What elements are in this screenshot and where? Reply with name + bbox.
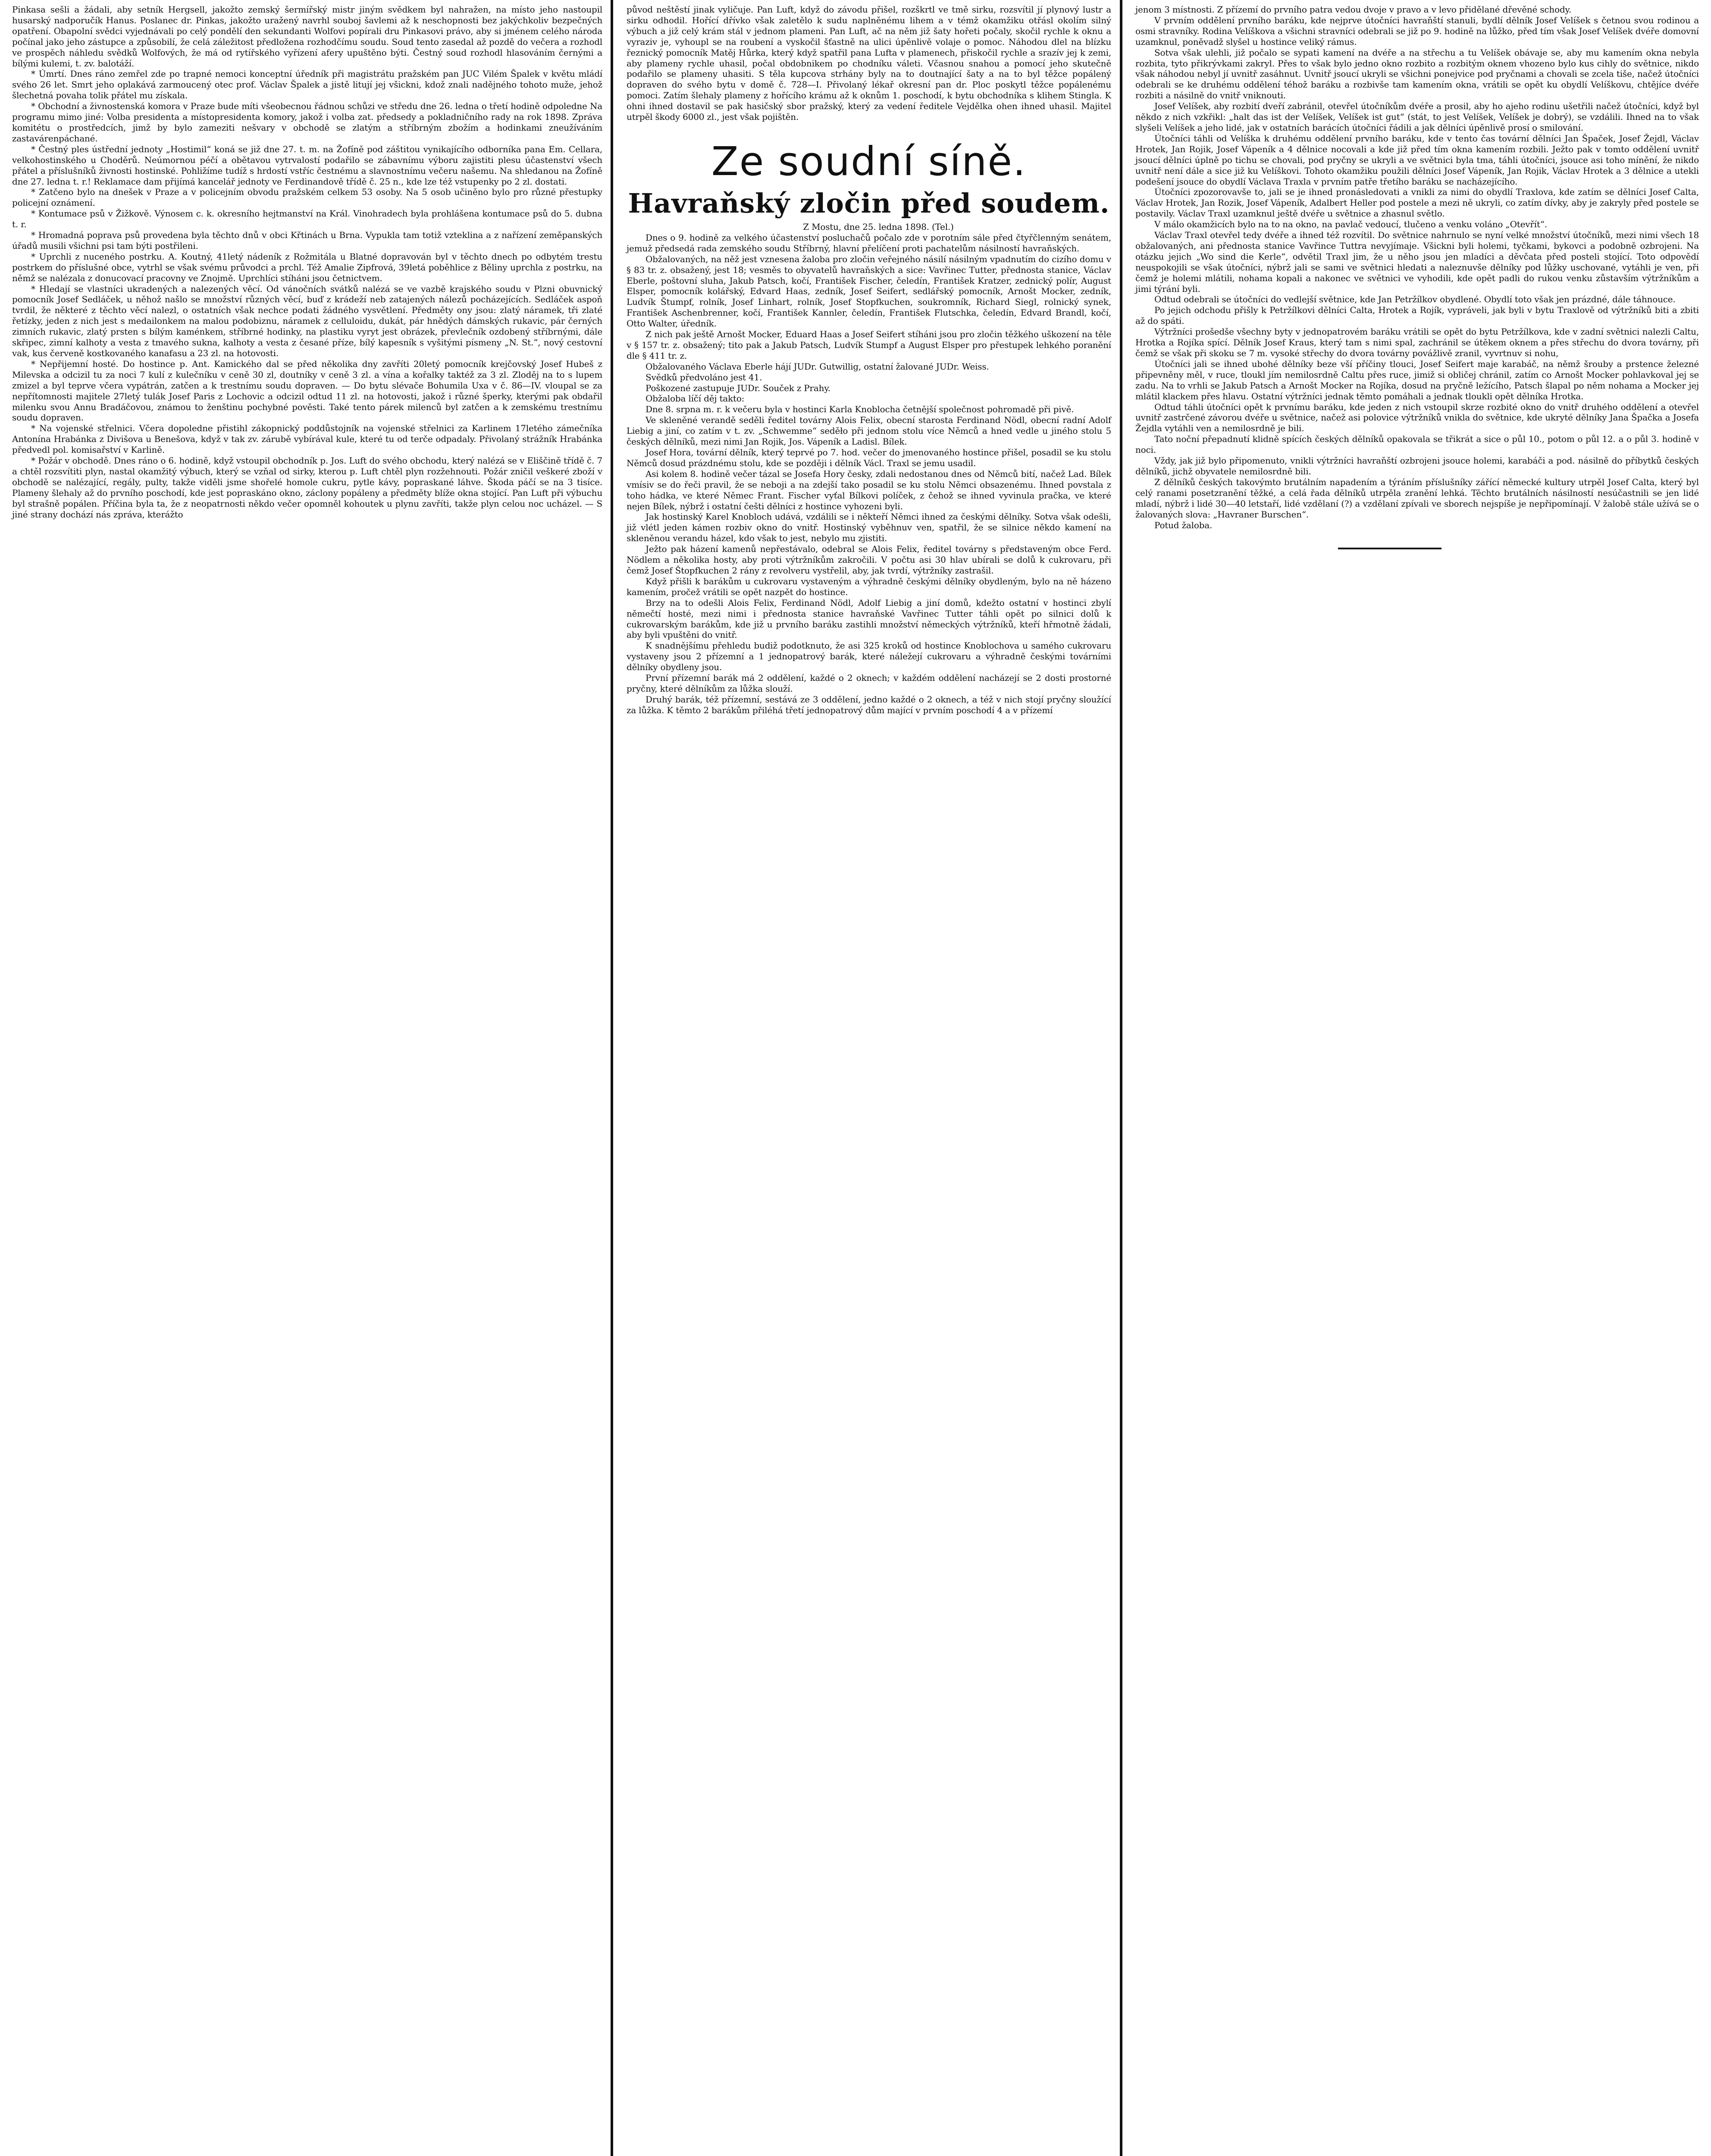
article-paragraph: Z nich pak ještě Arnošt Mocker, Eduard Haas a Josef Seifert stíháni jsou pro zločin těžkého uškození na těle v § 157 tr. z. obsažený; tito pak a Jakub Patsch, Ludvík Stumpf a August Elsper pro přestupek lehkého poranění dle § 411 tr. z. bbox=[627, 329, 1111, 361]
article-paragraph: Ve skleněné verandě seděli ředitel továrny Alois Felix, obecní starosta Ferdinand Nödl, obecní radní Adolf Liebig a jiní, co zatím v t. zv. „Schwemme“ seděło při jednom stolu více Němců a hned vedle u jiného stolu 5 českých dělníků, mezi nimi Jan Rojik, Jos. Vápeník a Ladisl. Bílek. bbox=[627, 415, 1111, 447]
article-paragraph: Potud žaloba. bbox=[1154, 520, 1213, 530]
article-paragraph: Josef Hora, tovární dělník, který teprvé po 7. hod. večer do jmenovaného hostince přišel, posadil se ku stolu Němců dosud prázdnému stolu, kde se později i dělník Václ. Traxl se jemu usadil. bbox=[627, 447, 1111, 468]
article-paragraph: Svědků předvoláno jest 41. bbox=[646, 372, 762, 382]
article-paragraph: Výtržníci prošedše všechny byty v jednopatrovém baráku vrátili se opět do bytu Petržílkova, kde v zadní světnici nalezli Caltu, Hrotka a Rojíka spící. Dělník Josef Kraus, který tam s nimi spal, zachránil se útěkem oknem a přes střechu do dvora továrny, při čemž se však při skoku se 7 m. vysoké střechy do dvora továrny povážlivě zranil, vyvrtnuv si nohu, bbox=[1135, 326, 1699, 358]
article-paragraph: V málo okamžicích bylo na to na okno, na pavlač vedoucí, tlučeno a venku voláno „Otevřít“. bbox=[1154, 219, 1547, 230]
fire-report-continuation bbox=[627, 4, 1111, 122]
article-paragraph: Útočníci jali se ihned ubohé dělníky beze vší příčiny tlouci, Josef Seifert maje karabáč, na němž šrouby a prstence železné připevněny měl, v ruce, tloukl jím nemilosrdně Caltu přes ruce, jimiž si obličej chránil, zatím co Arnošt Mocker pohlavkoval jej se zadu. Na to vrhli se Jakub Patsch a Arnošt Mocker na Rojíka, dosud na pryčně ležícího, Patsch šlapal po něm nohama a Mocker jej mlátil klackem přes hlavu. Ostatní výtržníci jednak těmto pomáhali a jednak tloukli opět dělníka Hrotka. bbox=[1135, 358, 1699, 401]
article-paragraph: Když přišli k barákům u cukrovaru vystaveným a výhradně českými dělníky obydleným, bylo na ně házeno kamením, pročež vrátili se opět nazpět do hostince. bbox=[627, 576, 1111, 597]
article-paragraph: Poškozené zastupuje JUDr. Souček z Prahy. bbox=[646, 382, 830, 393]
article-paragraph: V prvním oddělení prvního baráku, kde nejprve útočníci havraňští stanuli, bydlí dělník Josef Velíšek s četnou svou rodinou a osmi stravníky. Rodina Velíškova a všichni stravníci odebrali se již po 9. hodině na lůžko, před tím však Josef Velíšek dvéře domovní uzamknul, poněvadž slyšel u hostince veliký rámus. bbox=[1135, 15, 1699, 47]
article-paragraph: * Čestný ples ústřední jednoty „Hostimil“ koná se již dne 27. t. m. na Žofíně pod záštitou vynikajícího odborníka pana Em. Cellara, velkohostinského u Choděrů. Neúmornou péčí a obětavou vytrvalostí podařilo se zábavnímu výboru zajistiti plesu účastenství všech přátel a příslušníků živnosti hostinské. Pohližíme tudíž s hrdostí vstříc čestnému a slavnostnímu večeru našemu. Na shledanou na Žofíně dne 27. ledna t. r.! Reklamace dam přijímá kancelář jednoty ve Ferdinandově třídě č. 25 n., kde lze též vstupenky po 2 zl. dostati. bbox=[12, 144, 602, 187]
article-paragraph: Václav Traxl otevřel tedy dvéře a ihned též rozvítil. Do světnice nahrnulo se nyní velké množství útočníků, mezi nimi všech 18 obžalovaných, ani přednosta stanice Vavřince Tuttra nevyjímaje. Všickni byli holemi, tyčkami, bykovci a podobně ozbrojeni. Na otázku jejich „Wo sind die Kerle“, odvětil Traxl jim, že u něho jsou jen mladíci a děvčata před posteli stojící. Toto odpovědí neuspokojili se však útočníci, nýbrž jali se sami ve světnici hledati a naleznuvše dělníky pod lůžky uschované, vytáhli je ven, při čemž je holemi mlátili, nohama kopali a nakonec ve světnici ve vyhodili, kde opět padli do rukou venku zůstavším výtržníkům a jimi týrání byli. bbox=[1135, 230, 1699, 294]
article-paragraph: Pinkasa sešli a žádali, aby setník Hergsell, jakožto zemský šermířský mistr jiným svědkem byl nahražen, na místo jeho nastoupil husarský nadporučík Hanus. Poslanec dr. Pinkas, jakožto uražený navrhl souboj šavlemi až k neschopnosti bez jakýchkoliv bezpečných opatření. Obapolní svědci vyjednávali po celý pondělí den sekundanti Wolfovi popírali dru Pinkasovi právo, aby si jménem celého národa počínal jako jeho zástupce a způsobilí, že celá záležitost předložena rozhodčímu soudu. Soud tento zasedal až pozdě do večera a rozhodl ve prospěch náhledu svědků Wolfových, že má od rytířského vyřízení afery upuštěno býti. Čestný soud rozhodl hlasováním černými a bílými kulemi, t. zv. balotáží. bbox=[12, 4, 602, 69]
article-paragraph: Druhý barák, též přízemní, sestává ze 3 oddělení, jedno každé o 2 oknech, a též v nich stojí pryčny sloužící za lůžka. K těmto 2 barákům přiléhá třetí jednopatrový dům mající v prvním poschodí 4 a v přízemí bbox=[627, 694, 1111, 715]
article-paragraph: Odtud táhli útočníci opět k prvnímu baráku, kde jeden z nich vstoupil skrze rozbité okno do vnitř druhého oddělení a otevřel uvnitř zastrčené závorou dvéře u světnice, načež asi polovice výtržníků vnikla do světnice, kde ukryté dělníky Jana Špačka a Josefa Žejdla vytáhli ven a nemilosrdně je bili. bbox=[1135, 401, 1699, 434]
column-middle bbox=[614, 0, 1123, 2156]
article-paragraph: * Na vojenské střelnici. Včera dopoledne přistihl zákopnický poddůstojník na vojenské střelnici za Karlinem 17letého zámečníka Antonína Hrabánka z Divišova u Benešova, když v tak zv. zárubě vybírával kule, které tu od terče odpadaly. Přivolaný strážník Hrabánka předvedl pol. komisařství v Karlině. bbox=[12, 423, 602, 455]
article-paragraph: Obžaloba líčí děj takto: bbox=[646, 393, 745, 404]
court-report-continuation bbox=[1135, 4, 1699, 530]
article-paragraph: Obžalovaného Václava Eberle hájí JUDr. Gutwillig, ostatní žalované JUDr. Weiss. bbox=[646, 361, 989, 372]
article-paragraph: * Hledají se vlastníci ukradených a nalezených věcí. Od vánočních svátků nalézá se ve vazbě krajského soudu v Plzni obuvnický pomocník Josef Sedláček, u něhož našlo se množství různých věcí, buď z krádeží neb zatajených nálezů pocházejících. Sedláček aspoň tvrdil, že některé z těchto věcí nalezl, o ostatních však nechce podati žádného vysvětlení. Předměty ony jsou: zlatý náramek, tři zlaté řetízky, jeden z nich jest s medailonkem na malou podobiznu, náramek z celluloidu, dukát, pár hnědých dámských rukavic, pár černých zimních rukavic, zlatý prsten s bílým kaménkem, stříbrné hodinky, na plastiku vyryt jest obrázek, převlečník ozdobený stříbrnými, dále skřipec, zimní kalhoty a vesta z tmavého sukna, kalhoty a vesta z česané příze, bílý kapesník s vyšitými písmeny „N. St.“, nový cestovní vak, kus červeně kostkovaného kanafasu a 23 zl. na hotovosti. bbox=[12, 283, 602, 358]
article-headline: Havraňský zločin před soudem. bbox=[628, 187, 1110, 219]
article-paragraph: Ježto pak házení kamenů nepřestávalo, odebral se Alois Felix, ředitel továrny s představeným obce Ferd. Nödlem a několika hosty, aby proti výtržníkům zakročili. V počtu asi 30 hlav ubírali se dolů k cukrovaru, při čemž Josef Štopfkuchen 2 rány z revolveru vystřelil, aby, jak tvrdí, výtržníky zastrašil. bbox=[627, 544, 1111, 576]
column-left bbox=[0, 0, 614, 2156]
article-paragraph: K snadnějšímu přehledu budiž podotknuto, že asi 325 kroků od hostince Knoblochova u samého cukrovaru vystaveny jsou 2 přízemní a 1 jednopatrový barák, které náležejí cukrovaru a výhradně českými továrními dělníky obydleny jsou. bbox=[627, 640, 1111, 673]
article-paragraph: Dne 8. srpna m. r. k večeru byla v hostinci Karla Knoblocha četnější společnost pohromadě při pivě. bbox=[646, 404, 1074, 415]
article-paragraph: * Nepřijemní hosté. Do hostince p. Ant. Kamického dal se před několika dny zavříti 20letý pomocník krejčovský Josef Hubeš z Milevska a odcizil tu za noci 7 kulí z kulečníku v ceně 30 zl, doutníky v ceně 3 zl. a vína a kořalky taktéž za 3 zl. Zloděj na to s lupem zmizel a byl teprve včera vypátrán, zatčen a k trestnímu soudu dopraven. — Do bytu slévače Bohumila Uxa v č. 86—IV. vloupal se za nepřítomnosti majitele 27letý tulák Josef Paris z Lochovic a odcizil odtud 11 zl. na hotovosti, jakož i různé šperky, kterými pak obdařil milenku svou Annu Bradáčovou, známou to ženštinu pochybné pověsti. Také tento párek milenců byl zatčen a k zemskému trestnímu soudu dopraven. bbox=[12, 358, 602, 423]
article-paragraph: * Zatčeno bylo na dnešek v Praze a v policejním obvodu pražském celkem 53 osoby. Na 5 osob učiněno bylo pro různé přestupky policejní oznámení. bbox=[12, 187, 602, 208]
column-right bbox=[1123, 0, 1711, 2156]
article-paragraph: Sotva však ulehli, již počalo se sypati kamení na dvéře a na střechu a tu Velíšek obávaje se, aby mu kamením okna nebyla rozbita, tyto přikrývkami zakryl. Přes to však bylo jedno okno rozbito a rozbitým oknem vhozeno bylo kus cihly do světnice, nikdo však náhodou nebyl jí uvnitř zasáhnut. Uvnitř jsoucí ukryli se všichni ponejvice pod pryčnami a chovali se zcela tiše, načež útočníci odebrali se ke druhému oddělení téhož baráku a rozbivše tam kamením okna, vrátili se opět ku obydlí Velíškovu, chtějíce dvéře rozbiti a násilně do vnitř vniknouti. bbox=[1135, 47, 1699, 101]
article-paragraph: Tato noční přepadnutí klidně spících českých dělníků opakovala se třikrát a sice o půl 10., potom o půl 12. a o půl 3. hodině v noci. bbox=[1135, 434, 1699, 455]
article-paragraph: Útočníci táhli od Velíška k druhému oddělení prvního baráku, kde v tento čas tovární dělníci Jan Špaček, Josef Žejdl, Václav Hrotek, Jan Rojik, Josef Vápeník a 4 dělnice nocovali a kde již před tím okna kamením rozbili. Ježto pak v tomto oddělení uvnitř jsoucí dělníci úplně po tichu se chovali, pod pryčny se ukryli a ve světnici byla tma, táhli útočníci, jsouce asi toho mínění, že nikdo uvnitř není dále a sice již ku Velíškovi. Tohoto okamžiku použili dělníci Josef Vápeník, Jan Rojik, Václav Hrotek a 3 dělnice a utekli podešení jsouce do obydlí Václava Traxla v prvním patře třetího baráku se nacházejícího. bbox=[1135, 133, 1699, 187]
article-paragraph: jenom 3 místnosti. Z přízemí do prvního patra vedou dvoje v pravo a v levo přidělané dřevěné schody. bbox=[1135, 4, 1572, 15]
article-paragraph: Po jejich odchodu přišly k Petržílkovi dělníci Calta, Hrotek a Rojík, vypráveli, jak byli v bytu Traxlově od výtržníků biti a zbiti až do spáti. bbox=[1135, 305, 1699, 326]
article-paragraph: Z dělníků českých takovýmto brutálním napadením a týráním příslušníky zářící německé kultury utrpěl Josef Calta, který byl celý ranami posetzranění těžké, a celá řada dělníků utrpěla zranění lehká. Těchto brutálních násilností nesúčastnili se jen lidé mladí, nýbrž i lidé 30—40 letstaří, lidé vzdělaní (?) a vzdělaní zpívali ve sborech nejspíše je nepřipomínají. V žalobě stále užívá se o žalovaných slova: „Havraner Burschen“. bbox=[1135, 476, 1699, 520]
article-paragraph: * Obchodní a živnostenská komora v Praze bude míti všeobecnou řádnou schůzi ve středu dne 26. ledna o třetí hodině odpoledne Na programu mimo jiné: Volba presidenta a místopresidenta komory, jakož i volba zat. předsedy a pokladničního rady na rok 1898. Zpráva komitétu o prostředcích, jimž by bylo zameziti nešvary v obchodě se zlatým a stříbrným zbožím a hodinkami zneužíváním zastavárenpáchané. bbox=[12, 101, 602, 144]
article-paragraph: Asi kolem 8. hodině večer tázal se Josefa Hory česky, zdali nedostanou dnes od Němců bití, načež Lad. Bílek vmísiv se do řeči pravil, že se neboji a na zdejší tako posadil se ku stolu Němci obsazenému. Ihned povstala z toho hádka, ve které Němec Frant. Fischer vyťal Bílkovi políček, z čehož se ihned vyvinula pračka, ve které nejen Bílek, nýbrž i ostatní češti dělníci z hostince vyhozeni byli. bbox=[627, 468, 1111, 511]
column-divider bbox=[611, 0, 613, 2156]
article-paragraph: Jak hostinský Karel Knobloch udává, vzdálili se i někteří Němci ihned za českými dělníky. Sotva však odešli, již vlétl jeden kámen rozbiv okno do vnitř. Hostinský vyběhnuv ven, spatřil, že se silnice někdo kamení na skleněnou verandu házel, kdo však to jest, nebylo mu zjistiti. bbox=[627, 511, 1111, 544]
article-paragraph: Z Mostu, dne 25. ledna 1898. (Tel.) bbox=[803, 221, 954, 232]
article-paragraph: První přízemní barák má 2 oddělení, každé o 2 oknech; v každém oddělení nacházejí se 2 dosti prostorné pryčny, které dělníkům za lůžka slouží. bbox=[627, 673, 1111, 694]
article-paragraph: * Hromadná poprava psů provedena byla těchto dnů v obci Křtinách u Brna. Vypukla tam totiž vzteklina a z nařízení zeměpanských úřadů musili všichni psi tam býti postřileni. bbox=[12, 230, 602, 251]
article-paragraph: * Uprchli z nuceného postrku. A. Koutný, 41letý nádeník z Rožmitála u Blatné dopravován byl v těchto dnech po odbytém trestu postrkem do příslušné obce, vytrhl se však svému průvodci a prchl. Též Amalie Zipfrová, 39letá poběhlice z Běliny uprchla z postrku, na němž se nalézala z donucovací pracovny ve Znojmě. Uprchlíci stíháni jsou četnictvem. bbox=[12, 251, 602, 283]
article-paragraph: Obžalovaných, na něž jest vznesena žaloba pro zločin veřejného násilí násilným vpadnutím do cizího domu v § 83 tr. z. obsažený, jest 18; vesměs to obyvatelů havraňských a sice: Vavřinec Tutter, přednosta stanice, Václav Eberle, poštovní sluha, Jakub Patsch, kočí, František Fischer, čeledín, František Kratzer, zednický polír, August Elsper, pomocník kolářský, Edvard Haas, zedník, Josef Seifert, sedlářský pomocník, Arnošt Mocker, zedník, Ludvík Štumpf, rolník, Josef Linhart, rolník, Josef Stopfkuchen, soukromník, Richard Siegl, rolnický synek, František Aschenbrenner, kočí, František Kannler, čeledín, František Flutschka, čeledín, Edvard Brandl, kočí, Otto Walter, úředník. bbox=[627, 254, 1111, 329]
article-paragraph: * Úmrtí. Dnes ráno zemřel zde po trapné nemoci konceptní úředník při magistrátu pražském pan JUC Vilém Špalek v květu mládí svého 26 let. Smrt jeho oplakává zarmoucený otec prof. Václav Špalek a jistě litují jej všickni, kdož znali nadějného tohoto muže, jehož šlechetná povaha tolik přátel mu získala. bbox=[12, 69, 602, 101]
article-paragraph: Vždy, jak již bylo připomenuto, vnikli výtržníci havraňští ozbrojeni jsouce holemi, karabáči a pod. násilně do příbytků českých dělníků, jichž obyvatele nemilosrdně bili. bbox=[1135, 455, 1699, 476]
article-paragraph: Brzy na to odešli Alois Felix, Ferdinand Nödl, Adolf Liebig a jiní domů, kdežto ostatní v hostinci zbylí němečtí hosté, mezi nimi i přednosta stanice havraňské Vavřinec Tutter táhli opět po silnici dolů k cukrovarským barákům, kde již u prvního baráku zastihli množství německých výtržníků, kteří hřmotně žádali, aby byli vpuštěni do vnitř. bbox=[627, 597, 1111, 640]
article-paragraph: Útočníci zpozorovavše to, jali se je ihned pronásledovati a vnikli za nimi do obydlí Traxlova, kde zatím se dělníci Josef Calta, Václav Hrotek, Jan Rozik, Josef Vápeník, Adalbert Heller pod postele a mezi ně ukryli, co zatím dívky, aby je zakryly před postele se postavily. Václav Traxl uzamknul ještě dvéře u světnice a zhasnul světlo. bbox=[1135, 187, 1699, 219]
column-divider bbox=[1120, 0, 1122, 2156]
article-paragraph: Dnes o 9. hodině za velkého účastenství posluchačů počalo zde v porotním sále před čtyřčlenným senátem, jemuž předsedá rada zemského soudu Stříbrný, hlavní přelíčení proti pachatelům násilností havraňských. bbox=[627, 232, 1111, 254]
end-rule bbox=[1338, 548, 1442, 549]
article-paragraph: původ neštěstí jinak vyličuje. Pan Luft, když do závodu přišel, rozškrtl ve tmě sirku, rozsvítil jí plynový lustr a sirku odhodil. Hořící dřívko však zaletělo k sudu naplněnému lihem a v témž okamžiku otřásl okolím silný výbuch a již celý krám stál v jednom plameni. Pan Luft, ač na něm již šaty hořeti počaly, skočil rychle k oknu a vyraziv je, vyhoupl se na roubení a vyskočil šťastně na ulici úpěnlivě volaje o pomoc. Náhodou dlel na blízku řeznický pomocník Matěj Hůrka, který když spatřil pana Lufta v plamenech, přiskočil rychle a srazív jej k zemi, aby plameny rychle uhasil, počal obdobnikem po chodníku váleti. Včasnou snahou a pomocí jeho skutečně podařilo se plameny uhasiti. S těla kupcova strhány byly na to doutnající šaty a na to byl těžce popálený dopraven do svého bytu v domě č. 728—I. Přivolaný lékař okresní pan dr. Ploc poskytl těžce popálenému pomoci. Zatím šlehaly plameny z hořícího krámu až k oknům 1. poschodí, k bytu obchodníka s klihem Stingla. K ohni ihned dostavil se pak hasičský sbor pražský, který za vedení ředitele Vejdělka ohen ihned uhasil. Majitel utrpěl škody 6000 zl., jest však pojištěn. bbox=[627, 4, 1111, 122]
article-paragraph: * Požár v obchodě. Dnes ráno o 6. hodině, když vstoupil obchodník p. Jos. Luft do svého obchodu, který nalézá se v Eliščině třídě č. 7 a chtěl rozsvítiti plyn, nastal okamžitý výbuch, který se vzňal od sirky, kterou p. Luft chtěl plyn rozžehnouti. Požár zničil veškeré zboží v obchodě se nalézající, regály, pulty, takže viděli jsme shořelé homole cukru, pytle kávy, popraskané láhve. Škoda páčí se na 3 tisíce. Plameny šlehaly až do prvního poschodí, kde jest popraskáno okno, záclony popáleny a předměty blíže okna stojící. Pan Luft při výbuchu byl strašně popálen. Příčina byla ta, že z neopatrnosti někdo večer opomněl kohoutek u plynu zavříti, takže plyn celou noc ucházel. — S jiné strany dochází nás zpráva, kterážto bbox=[12, 455, 602, 520]
article-paragraph: * Kontumace psů v Žižkově. Výnosem c. k. okresního hejtmanství na Král. Vinohradech byla prohlášena kontumace psů do 5. dubna t. r. bbox=[12, 208, 602, 230]
court-report-body bbox=[627, 222, 1111, 716]
article-paragraph: Josef Velíšek, aby rozbití dveří zabránil, otevřel útočníkům dvéře a prosil, aby ho ajeho rodinu ušetřili načež útočníci, když byl někdo z nich vzkřikl: „halt das ist der Velíšek, Velíšek ist gut“ (stát, to jest Velíšek, Velíšek je dobrý), se vzdálili. Ihned na to však slyšeli Velíšek a jeho lidé, jak v ostatních barácích útočníci řádili a jak dělníci úpěnlivě prosí o smilování. bbox=[1135, 101, 1699, 133]
article-paragraph: Odtud odebrali se útočníci do vedlejší světnice, kde Jan Petržílkov obydlené. Obydlí toto však jen prázdné, dále táhnouce. bbox=[1154, 294, 1676, 305]
section-title: Ze soudní síně. bbox=[711, 138, 1027, 185]
